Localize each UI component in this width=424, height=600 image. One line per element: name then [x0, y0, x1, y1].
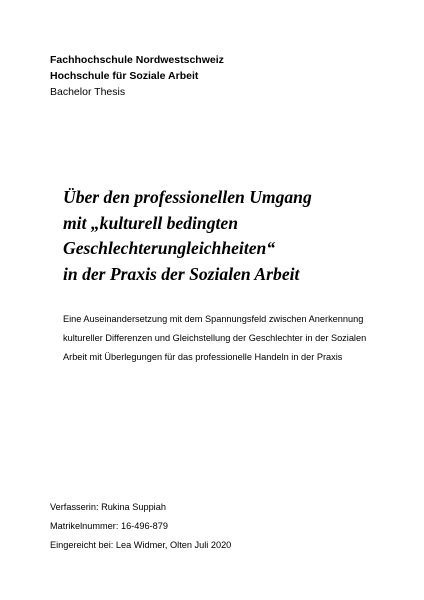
author-line: Verfasserin: Rukina Suppiah: [50, 502, 166, 512]
subtitle-line: Eine Auseinandersetzung mit dem Spannungsfeld zwischen Anerkennung: [63, 314, 364, 324]
matriculation-line: Matrikelnummer: 16-496-879: [50, 521, 168, 531]
thesis-title: [63, 185, 393, 287]
subtitle: [63, 310, 383, 367]
subtitle-line: Arbeit mit Überlegungen für das professionelle Handeln in der Praxis: [63, 352, 343, 362]
document-type: Bachelor Thesis: [50, 86, 126, 98]
institution-header: [50, 52, 224, 100]
university-name: Fachhochschule Nordwestschweiz: [50, 54, 224, 66]
title-line: Über den professionellen Umgang: [63, 187, 312, 207]
subtitle-line: kultureller Differenzen und Gleichstellung der Geschlechter in der Sozialen: [63, 333, 367, 343]
school-name: Hochschule für Soziale Arbeit: [50, 70, 199, 82]
title-line: Geschlechterungleichheiten“: [63, 238, 276, 258]
author-info: [50, 498, 231, 555]
title-line: mit „kulturell bedingten: [63, 212, 238, 233]
title-line: in der Praxis der Sozialen Arbeit: [63, 263, 300, 284]
submission-line: Eingereicht bei: Lea Widmer, Olten Juli 2020: [50, 540, 232, 550]
